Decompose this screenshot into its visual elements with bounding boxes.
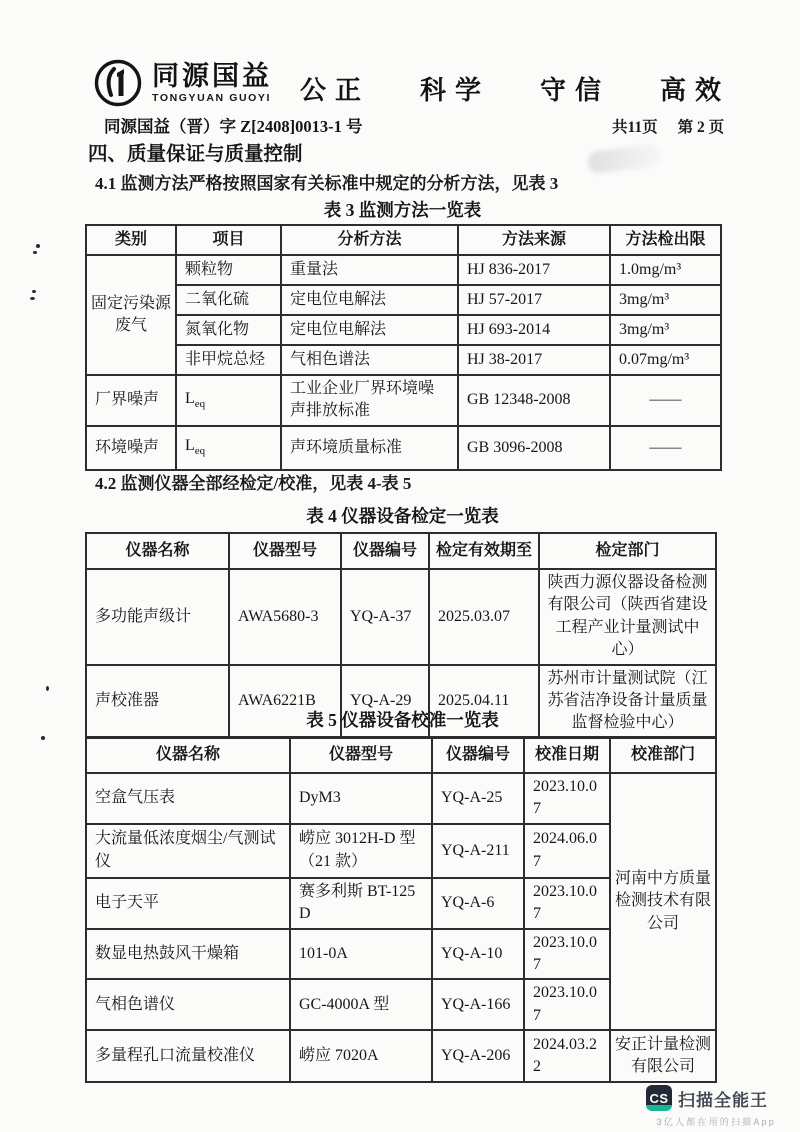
method-cell: 定电位电解法: [281, 315, 458, 345]
table-row: [86, 375, 721, 426]
source-cell: HJ 38-2017: [458, 345, 610, 375]
date-cell: 2024.06.07: [524, 824, 610, 878]
col-header: 校准部门: [610, 737, 716, 773]
col-header: 检定有效期至: [429, 533, 539, 569]
method-cell: 气相色谱法: [281, 345, 458, 375]
code-cell: YQ-A-211: [432, 824, 524, 878]
company-name-latin: TONGYUAN GUOYI: [152, 92, 272, 105]
table-row: [86, 1030, 716, 1082]
pagination: [612, 115, 724, 137]
model-cell: 崂应 3012H-D 型（21 款）: [290, 824, 432, 878]
section-heading: 四、质量保证与质量控制: [88, 144, 303, 165]
instrument-name-cell: 空盒气压表: [86, 773, 290, 824]
code-cell: YQ-A-166: [432, 979, 524, 1030]
model-cell: GC-4000A 型: [290, 979, 432, 1030]
instrument-name-cell: 大流量低浓度烟尘/气测试仪: [86, 824, 290, 878]
model-cell: AWA5680-3: [229, 569, 341, 665]
model-cell: 101-0A: [290, 929, 432, 980]
col-header: 仪器型号: [290, 737, 432, 773]
company-logo: [93, 58, 272, 108]
col-header: 方法检出限: [610, 225, 721, 255]
table-row: [86, 285, 721, 315]
table-header-row: [86, 737, 716, 773]
source-cell: GB 12348-2008: [458, 375, 610, 426]
table-row: [86, 426, 721, 470]
source-cell: HJ 693-2014: [458, 315, 610, 345]
slogan-word: 高效: [660, 75, 731, 105]
category-cell: 厂界噪声: [86, 375, 176, 426]
limit-cell: ——: [610, 426, 721, 470]
camscanner-tagline: 3亿人都在用的扫描App: [656, 1117, 776, 1127]
table-monitoring-methods: [85, 224, 722, 471]
page-current: 第 2 页: [677, 119, 725, 136]
instrument-name-cell: 气相色谱仪: [86, 979, 290, 1030]
method-cell: 重量法: [281, 255, 458, 285]
col-header: 检定部门: [539, 533, 716, 569]
table5-title: 表 5 仪器设备校准一览表: [306, 710, 499, 730]
scan-smudge: [587, 144, 661, 175]
code-cell: YQ-A-10: [432, 929, 524, 980]
code-cell: YQ-A-37: [341, 569, 429, 665]
col-header: 校准日期: [524, 737, 610, 773]
page-total: 共11页: [612, 119, 658, 136]
scan-artifact: [41, 736, 45, 740]
table-row: [86, 773, 716, 824]
col-header: 仪器名称: [86, 737, 290, 773]
source-cell: HJ 57-2017: [458, 285, 610, 315]
date-cell: 2025.04.11: [429, 665, 539, 738]
scan-artifact: [32, 290, 36, 293]
limit-cell: 3mg/m³: [610, 315, 721, 345]
limit-cell: 1.0mg/m³: [610, 255, 721, 285]
limit-cell: 0.07mg/m³: [610, 345, 721, 375]
department-cell: 苏州市计量测试院（江苏省洁净设备计量质量监督检验中心）: [539, 665, 716, 738]
paragraph-4-1: 4.1 监测方法严格按照国家有关标准中规定的分析方法，见表 3: [95, 174, 559, 193]
item-cell: 氮氧化物: [176, 315, 281, 345]
method-cell: 声环境质量标准: [281, 426, 458, 470]
item-cell: 颗粒物: [176, 255, 281, 285]
code-cell: YQ-A-6: [432, 878, 524, 929]
instrument-name-cell: 多量程孔口流量校准仪: [86, 1030, 290, 1082]
code-cell: YQ-A-25: [432, 773, 524, 824]
item-cell: $L_{eq}$: [176, 375, 281, 426]
table-header-row: [86, 533, 716, 569]
table-row: [86, 569, 716, 665]
col-header: 类别: [86, 225, 176, 255]
instrument-name-cell: 数显电热鼓风干燥箱: [86, 929, 290, 980]
slogan-word: 科学: [420, 75, 491, 105]
col-header: 分析方法: [281, 225, 458, 255]
date-cell: 2025.03.07: [429, 569, 539, 665]
camscanner-cs-icon: CS: [646, 1085, 672, 1111]
table-header-row: [86, 225, 721, 255]
source-cell: GB 3096-2008: [458, 426, 610, 470]
code-cell: YQ-A-29: [341, 665, 429, 738]
method-cell: 定电位电解法: [281, 285, 458, 315]
category-cell: 环境噪声: [86, 426, 176, 470]
date-cell: 2023.10.07: [524, 878, 610, 929]
date-cell: 2023.10.07: [524, 979, 610, 1030]
scan-artifact: [36, 244, 40, 248]
col-header: 仪器编号: [432, 737, 524, 773]
category-cell: 固定污染源废气: [86, 255, 176, 375]
date-cell: 2023.10.07: [524, 773, 610, 824]
camscanner-app-name: 扫描全能王: [678, 1090, 768, 1110]
tongyuan-circle-logo-icon: [93, 58, 143, 108]
col-header: 仪器名称: [86, 533, 229, 569]
model-cell: 赛多利斯 BT-125D: [290, 878, 432, 929]
source-cell: HJ 836-2017: [458, 255, 610, 285]
department-cell: 安正计量检测有限公司: [610, 1030, 716, 1082]
slogan-word: 守信: [540, 75, 611, 105]
table3-title: 表 3 监测方法一览表: [323, 200, 482, 220]
document-number: 同源国益（晋）字 Z[2408]0013-1 号: [104, 117, 363, 136]
department-cell: 河南中方质量检测技术有限公司: [610, 773, 716, 1030]
date-cell: 2024.03.22: [524, 1030, 610, 1082]
table-row: [86, 255, 721, 285]
table-row: [86, 315, 721, 345]
table-row: [86, 345, 721, 375]
table-calibration-instruments: [85, 736, 717, 1083]
model-cell: DyM3: [290, 773, 432, 824]
company-name: 同源国益: [152, 60, 272, 91]
company-slogan: [300, 70, 730, 107]
date-cell: 2023.10.07: [524, 929, 610, 980]
model-cell: 崂应 7020A: [290, 1030, 432, 1082]
col-header: 仪器型号: [229, 533, 341, 569]
item-cell: 二氧化硫: [176, 285, 281, 315]
col-header: 项目: [176, 225, 281, 255]
paragraph-4-2: 4.2 监测仪器全部经检定/校准，见表 4-表 5: [95, 474, 412, 493]
camscanner-watermark: [646, 1085, 776, 1128]
model-cell: AWA6221B: [229, 665, 341, 738]
limit-cell: ——: [610, 375, 721, 426]
col-header: 仪器编号: [341, 533, 429, 569]
scan-artifact: [30, 297, 35, 300]
department-cell: 陕西力源仪器设备检测有限公司（陕西省建设工程产业计量测试中心）: [539, 569, 716, 665]
item-cell: 非甲烷总烃: [176, 345, 281, 375]
col-header: 方法来源: [458, 225, 610, 255]
code-cell: YQ-A-206: [432, 1030, 524, 1082]
scan-artifact: [33, 251, 37, 254]
table4-title: 表 4 仪器设备检定一览表: [306, 506, 499, 526]
scan-artifact: [46, 686, 49, 691]
limit-cell: 3mg/m³: [610, 285, 721, 315]
slogan-word: 公正: [300, 75, 371, 105]
instrument-name-cell: 电子天平: [86, 878, 290, 929]
instrument-name-cell: 多功能声级计: [86, 569, 229, 665]
instrument-name-cell: 声校准器: [86, 665, 229, 738]
method-cell: 工业企业厂界环境噪声排放标准: [281, 375, 458, 426]
item-cell: $L_{eq}$: [176, 426, 281, 470]
